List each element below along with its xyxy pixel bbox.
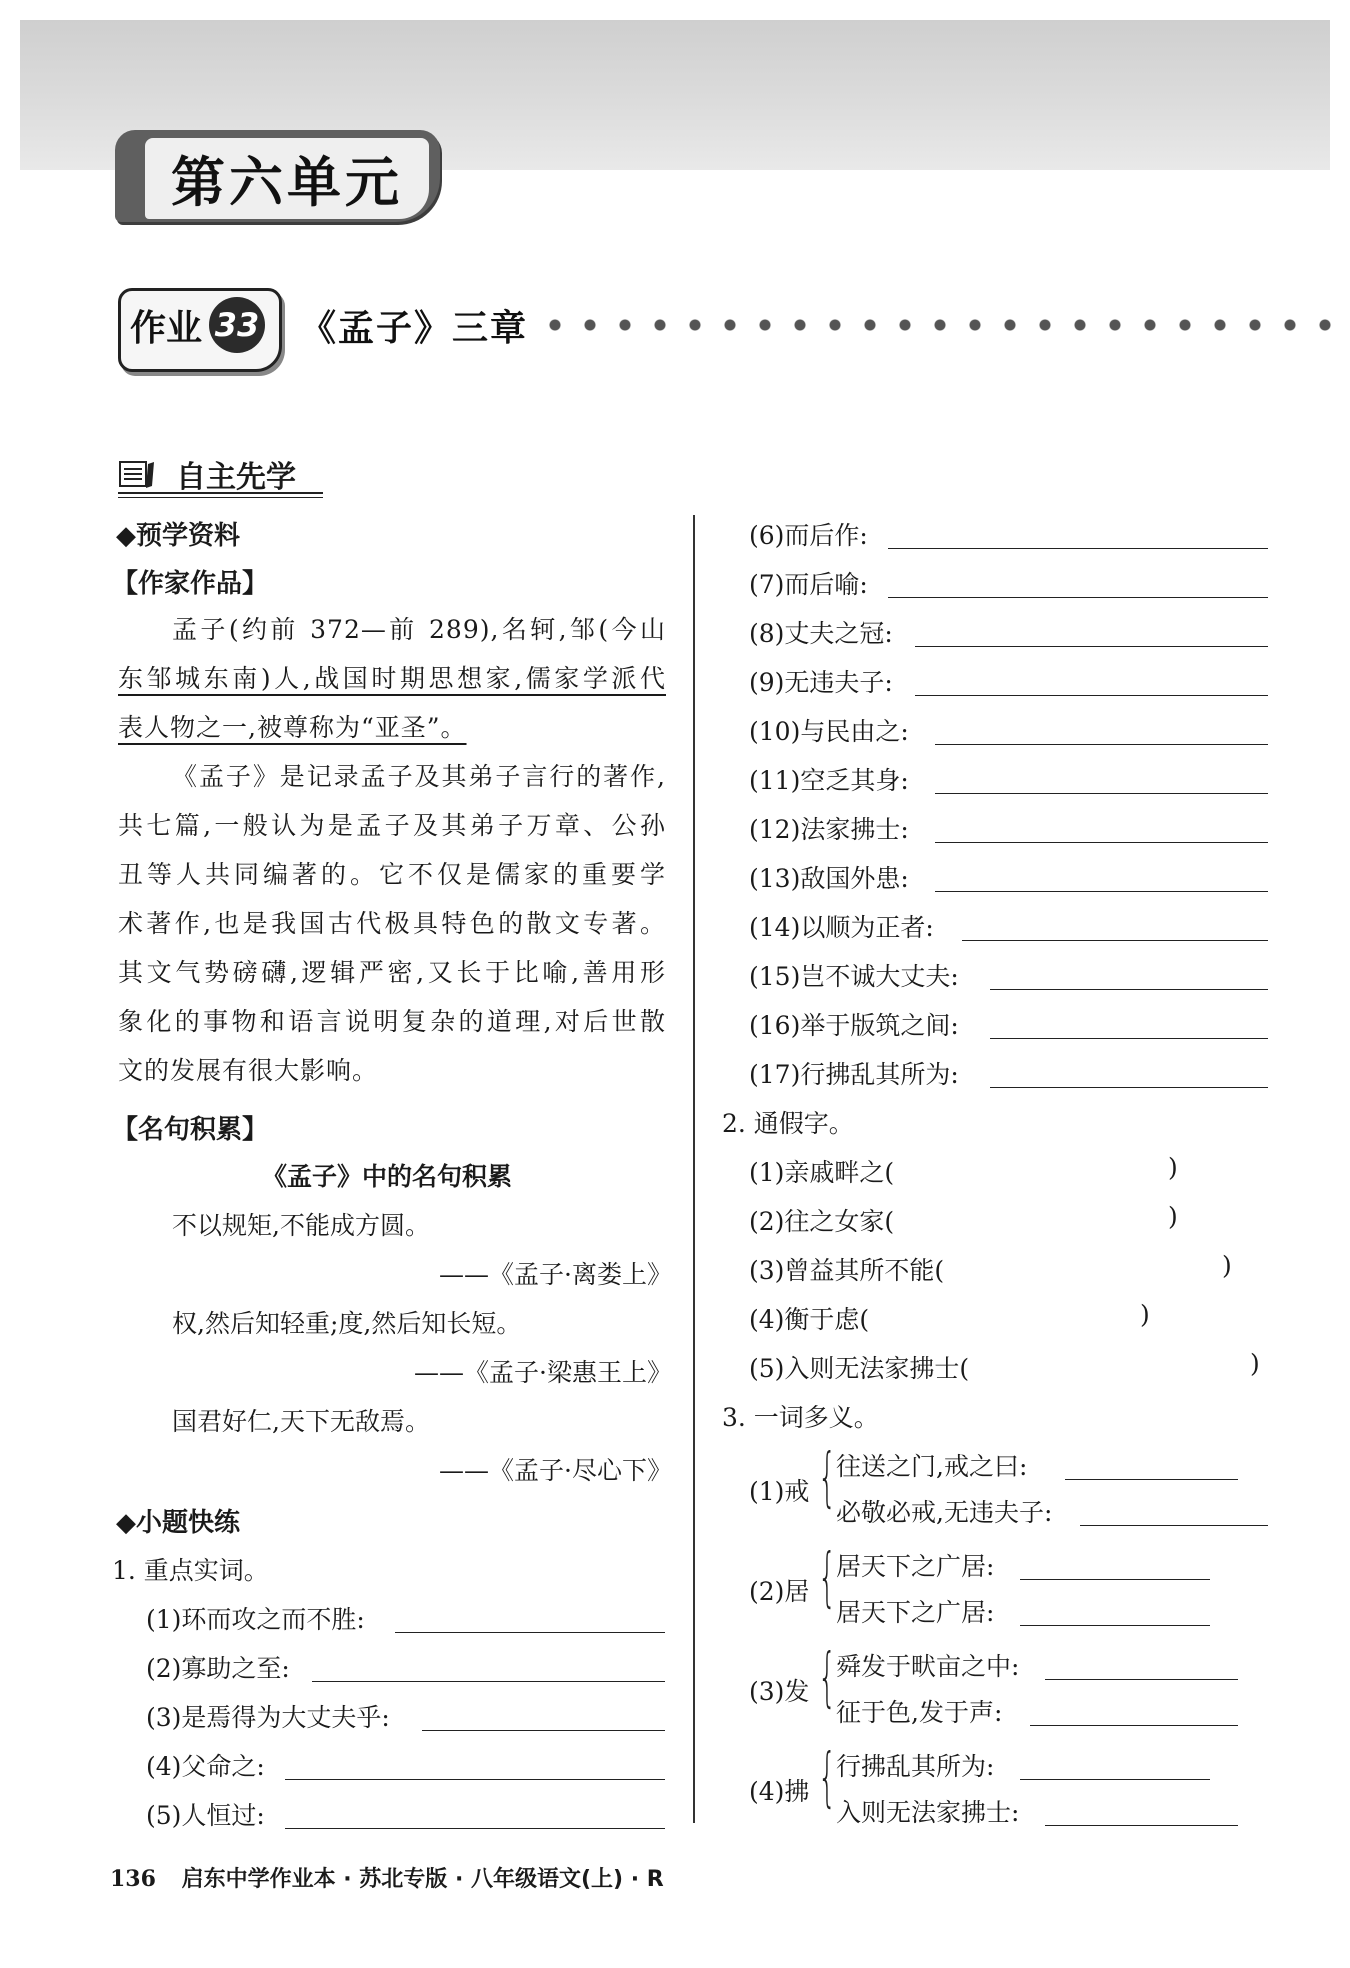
q1-answer-17[interactable] <box>990 1087 1268 1088</box>
book-line-3: 丑等人共同编著的。它不仅是儒家的重要学 <box>118 860 666 889</box>
q2-close-1: ) <box>1168 1153 1178 1182</box>
q3-answer-3b[interactable] <box>1030 1725 1238 1726</box>
book-line-2: 共七篇,一般认为是孟子及其弟子万章、公孙 <box>118 811 666 840</box>
q3-group-3-line-1: 舜发于畎亩之中: <box>836 1652 1020 1681</box>
q1-answer-10[interactable] <box>935 744 1268 745</box>
q3-group-2-line-2: 居天下之广居: <box>836 1598 995 1627</box>
quotes-heading: 【名句积累】 <box>112 1115 269 1145</box>
q1-answer-4[interactable] <box>285 1779 665 1780</box>
q3-group-4-line-1: 行拂乱其所为: <box>836 1752 995 1781</box>
q1-item-6: (6)而后作: <box>749 521 868 550</box>
q1-item-8: (8)丈夫之冠: <box>749 619 893 648</box>
q3-answer-4a[interactable] <box>1020 1779 1210 1780</box>
section-underline-thin <box>118 497 323 498</box>
q1-item-17: (17)行拂乱其所为: <box>749 1060 959 1089</box>
author-line-2: 东邹城东南)人,战国时期思想家,儒家学派代 <box>118 664 666 693</box>
q1-answer-9[interactable] <box>915 695 1268 696</box>
q2-item-5: (5)入则无法家拂士( <box>749 1354 970 1383</box>
q1-item-16: (16)举于版筑之间: <box>749 1011 959 1040</box>
brace-icon: { <box>818 1441 837 1515</box>
q1-answer-12[interactable] <box>935 842 1268 843</box>
book-line-4: 术著作,也是我国古代极具特色的散文专著。 <box>118 909 666 938</box>
homework-number: 33 <box>209 297 265 353</box>
notebook-icon <box>118 458 156 490</box>
quote-1-text: 不以规矩,不能成方圆。 <box>172 1211 430 1240</box>
q1-item-13: (13)敌国外患: <box>749 864 909 893</box>
q1-item-2: (2)寡助之至: <box>146 1654 290 1683</box>
q1-item-4: (4)父命之: <box>146 1752 265 1781</box>
unit-title: 第六单元 <box>145 138 429 219</box>
column-divider <box>693 515 695 1823</box>
q2-close-3: ) <box>1222 1251 1232 1280</box>
q1-item-14: (14)以顺为正者: <box>749 913 934 942</box>
q3-title: 3. 一词多义。 <box>722 1403 879 1432</box>
dotted-rule <box>548 318 1338 332</box>
q3-answer-1a[interactable] <box>1065 1479 1238 1480</box>
q1-answer-3[interactable] <box>422 1730 665 1731</box>
q2-item-3: (3)曾益其所不能( <box>749 1256 945 1285</box>
brace-icon: { <box>818 1741 837 1815</box>
q3-answer-2b[interactable] <box>1020 1625 1210 1626</box>
q1-answer-13[interactable] <box>935 891 1268 892</box>
author-line-1: 孟子(约前 372—前 289),名轲,邹(今山 <box>172 615 666 644</box>
q1-item-9: (9)无违夫子: <box>749 668 893 697</box>
brace-icon: { <box>818 1541 837 1615</box>
q3-answer-4b[interactable] <box>1045 1825 1238 1826</box>
q1-item-1: (1)环而攻之而不胜: <box>146 1605 365 1634</box>
brace-icon: { <box>818 1641 837 1715</box>
q3-group-3-line-2: 征于色,发于声: <box>836 1698 1003 1727</box>
q3-group-4-line-2: 入则无法家拂士: <box>836 1798 1020 1827</box>
q3-group-2-line-1: 居天下之广居: <box>836 1552 995 1581</box>
q3-group-2-label: (2)居 <box>749 1577 810 1606</box>
q1-answer-7[interactable] <box>888 597 1268 598</box>
q1-answer-6[interactable] <box>888 548 1268 549</box>
quote-1-source: ——《孟子·离娄上》 <box>439 1260 672 1289</box>
homework-label: 作业 <box>130 308 203 349</box>
q1-answer-8[interactable] <box>915 646 1268 647</box>
q2-title: 2. 通假字。 <box>722 1109 854 1138</box>
q1-item-12: (12)法家拂士: <box>749 815 909 844</box>
quote-3-text: 国君好仁,天下无敌焉。 <box>172 1407 430 1436</box>
q3-group-4-label: (4)拂 <box>749 1777 810 1806</box>
q1-title: 1. 重点实词。 <box>112 1556 269 1585</box>
q1-answer-14[interactable] <box>962 940 1268 941</box>
q3-answer-2a[interactable] <box>1020 1579 1210 1580</box>
q1-answer-1[interactable] <box>395 1632 665 1633</box>
section-title: 自主先学 <box>176 460 296 495</box>
book-line-6: 象化的事物和语言说明复杂的道理,对后世散 <box>118 1007 666 1036</box>
q3-group-3-label: (3)发 <box>749 1677 810 1706</box>
page-footer <box>110 1862 664 1893</box>
q3-answer-3a[interactable] <box>1045 1679 1238 1680</box>
q2-close-5: ) <box>1250 1349 1260 1378</box>
q3-answer-1b[interactable] <box>1080 1525 1268 1526</box>
author-heading: 【作家作品】 <box>112 569 269 599</box>
prestudy-heading: ◆预学资料 <box>116 521 240 551</box>
quote-2-text: 权,然后知轻重;度,然后知长短。 <box>172 1309 522 1338</box>
book-line-5: 其文气势磅礴,逻辑严密,又长于比喻,善用形 <box>118 958 666 987</box>
book-line-1: 《孟子》是记录孟子及其弟子言行的著作, <box>172 762 666 791</box>
lesson-title: 《孟子》三章 <box>300 308 529 349</box>
q1-item-10: (10)与民由之: <box>749 717 909 746</box>
q2-item-1: (1)亲戚畔之( <box>749 1158 895 1187</box>
section-underline <box>118 492 323 494</box>
q2-item-2: (2)往之女家( <box>749 1207 895 1236</box>
book-line-7: 文的发展有很大影响。 <box>118 1056 379 1085</box>
q2-item-4: (4)衡于虑( <box>749 1305 870 1334</box>
q1-item-3: (3)是焉得为大丈夫乎: <box>146 1703 390 1732</box>
quote-2-source: ——《孟子·梁惠王上》 <box>414 1358 672 1387</box>
practice-heading: ◆小题快练 <box>116 1508 240 1538</box>
author-line-3: 表人物之一,被尊称为“亚圣”。 <box>118 713 467 742</box>
q3-group-1-line-2: 必敬必戒,无违夫子: <box>836 1498 1053 1527</box>
q3-group-1-line-1: 往送之门,戒之曰: <box>836 1452 1028 1481</box>
q1-item-11: (11)空乏其身: <box>749 766 909 795</box>
q1-answer-15[interactable] <box>990 989 1268 990</box>
q1-answer-16[interactable] <box>990 1038 1268 1039</box>
q1-item-7: (7)而后喻: <box>749 570 868 599</box>
q1-answer-5[interactable] <box>285 1828 665 1829</box>
q2-close-2: ) <box>1168 1202 1178 1231</box>
quotes-title: 《孟子》中的名句积累 <box>262 1162 513 1191</box>
footer-text: 启东中学作业本 · 苏北专版 · 八年级语文(上) · R <box>181 1867 664 1892</box>
quote-3-source: ——《孟子·尽心下》 <box>439 1456 672 1485</box>
q1-answer-2[interactable] <box>312 1681 665 1682</box>
q1-answer-11[interactable] <box>935 793 1268 794</box>
q2-close-4: ) <box>1140 1300 1150 1329</box>
q3-group-1-label: (1)戒 <box>749 1477 810 1506</box>
page-number: 136 <box>110 1866 156 1892</box>
q1-item-15: (15)岂不诚大丈夫: <box>749 962 959 991</box>
q1-item-5: (5)人恒过: <box>146 1801 265 1830</box>
